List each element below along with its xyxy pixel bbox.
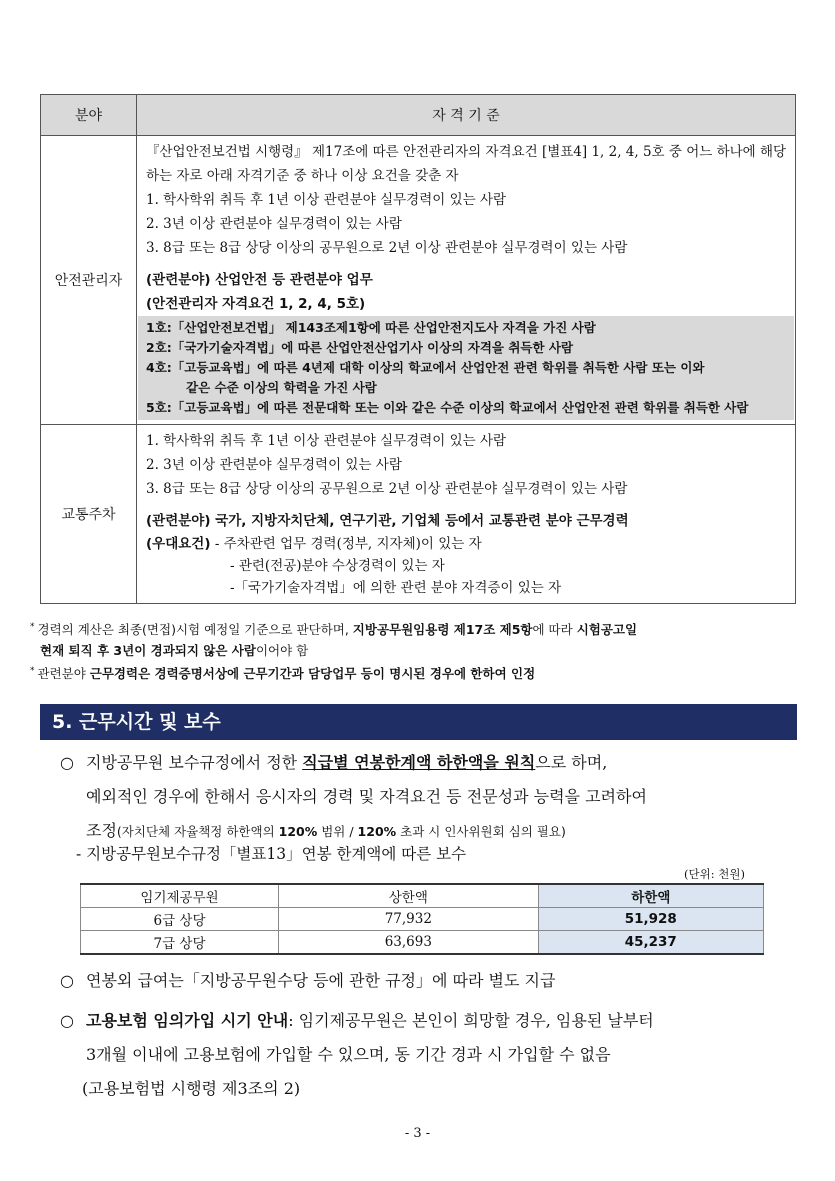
table-header-row (41, 95, 796, 136)
footnote-1 (30, 617, 805, 640)
preference-label: (우대요건) (146, 536, 211, 552)
safety-item-3: 3. 8급 또는 8급 상당 이상의 공무원으로 2년 이상 관련분야 실무경력이 있는 사람 (146, 240, 628, 256)
pay-rank: 7급 상당 (81, 931, 279, 955)
page-number: - 3 - (404, 1126, 431, 1141)
pay-table-header (81, 884, 764, 908)
footnote-1-law: 지방공무원임용령 제17조 제5항 (352, 622, 533, 638)
requirement-4: 4호:「고등교육법」에 따른 4년제 대학 이상의 학교에서 산업안전 관련 학위를 취득한 사람 또는 이와 (146, 360, 705, 375)
requirement-1: 1호:「산업안전보건법」 제143조제1항에 따른 산업안전지도사 자격을 가진 사람 (146, 320, 596, 335)
preference-2: - 관련(전공)분야 수상경력이 있는 자 (230, 558, 445, 574)
footnote-2-text: 관련분야 (37, 666, 90, 682)
footnote-1-cont (30, 640, 805, 661)
table-row (81, 908, 764, 931)
pay-text-2: 예외적인 경우에 한해서 응시자의 경력 및 자격요건 등 전문성과 능력을 고려하여 (86, 787, 647, 806)
section-heading: 5. 근무시간 및 보수 (40, 704, 797, 740)
traffic-preference (146, 533, 788, 555)
footnote-1-text-2: 에 따라 (532, 622, 577, 638)
footnote-1-date: 시험공고일 (576, 622, 638, 638)
insurance-title: 고용보험 임의가입 시기 안내 (86, 1011, 289, 1030)
footnote-mark: * (30, 622, 35, 632)
safety-field-label: 안전관리자 (41, 136, 137, 425)
header-field: 분야 (41, 95, 137, 136)
pay-upper: 63,693 (279, 931, 539, 955)
pay-lower: 51,928 (538, 908, 763, 931)
bullet-circle: ○ (60, 971, 74, 990)
table-row (81, 931, 764, 955)
pay-subheading: - 지방공무원보수규정「별표13」연봉 한계액에 따른 보수 (76, 845, 467, 863)
safety-criteria (137, 136, 796, 425)
traffic-item-1: 1. 학사학위 취득 후 1년 이상 관련분야 실무경력이 있는 사람 (146, 433, 507, 449)
adjust-word: 조정 (86, 821, 117, 840)
safety-requirement-title: (안전관리자 자격요건 1, 2, 4, 5호) (146, 296, 366, 312)
footnote-2 (30, 661, 805, 684)
footnote-1-end: 이어야 함 (255, 643, 309, 659)
footnote-2-bold: 근무경력은 경력증명서상에 근무기간과 담당업무 등이 명시된 경우에 한하여 인정 (89, 666, 536, 682)
pay-header-lower: 하한액 (538, 884, 763, 908)
pay-text-1: 지방공무원 보수규정에서 정한 (86, 753, 303, 772)
unit-label: (단위: 천원) (684, 867, 745, 881)
preference-1: - 주차관련 업무 경력(정부, 지자체)이 있는 자 (214, 536, 482, 552)
insurance-text-3: (고용보험법 시행령 제3조의 2) (82, 1079, 301, 1098)
preference-3: -「국가기술자격법」에 의한 관련 분야 자격증이 있는 자 (230, 580, 562, 596)
pay-principle: 직급별 연봉한계액 하한액을 원칙 (302, 753, 536, 772)
qualification-table (40, 94, 796, 604)
safety-intro: 『산업안전보건법 시행령』 제17조에 따른 안전관리자의 자격요건 [별표4] 1, 2, 4, 5호 중 어느 하나에 해당하는 자로 아래 자격기준 중 하나 이상 요건을 갖춘 자 (146, 144, 787, 184)
traffic-related-field: (관련분야) 국가, 지방자치단체, 연구기관, 기업체 등에서 교통관련 분야 근무경력 (146, 513, 629, 529)
footnotes (30, 617, 805, 684)
insurance-paragraph (60, 1004, 800, 1106)
pay-table (80, 883, 764, 955)
pay-lower: 45,237 (538, 931, 763, 955)
bullet-circle: ○ (60, 1011, 74, 1030)
safety-related-field: (관련분야) 산업안전 등 관련분야 업무 (146, 272, 373, 288)
header-criteria: 자 격 기 준 (137, 95, 796, 136)
adjust-note-1: (자치단체 자율책정 하한액의 (116, 824, 279, 839)
adjust-note-2: 범위 / (317, 824, 358, 839)
pay-paragraph (60, 746, 800, 849)
safety-row (41, 136, 796, 425)
footnote-1-text: 경력의 계산은 최종(면접)시험 예정일 기준으로 판단하며, (37, 622, 353, 638)
traffic-item-3: 3. 8급 또는 8급 상당 이상의 공무원으로 2년 이상 관련분야 실무경력이 있는 사람 (146, 481, 628, 497)
extra-pay-paragraph (60, 964, 800, 998)
adjust-percent-1: 120% (278, 824, 318, 839)
adjust-percent-2: 120% (357, 824, 397, 839)
bullet-circle: ○ (60, 753, 74, 772)
requirement-4-cont: 같은 수준 이상의 학력을 가진 사람 (186, 380, 377, 395)
safety-item-2: 2. 3년 이상 관련분야 실무경력이 있는 사람 (146, 216, 402, 232)
pay-upper: 77,932 (279, 908, 539, 931)
extra-pay-text: 연봉외 급여는「지방공무원수당 등에 관한 규정」에 따라 별도 지급 (86, 971, 556, 990)
safety-requirement-box (138, 316, 794, 420)
safety-item-1: 1. 학사학위 취득 후 1년 이상 관련분야 실무경력이 있는 사람 (146, 192, 507, 208)
adjust-note-3: 초과 시 인사위원회 심의 필요) (396, 824, 566, 839)
footnote-1-condition: 현재 퇴직 후 3년이 경과되지 않은 사람 (40, 643, 256, 659)
pay-rank: 6급 상당 (81, 908, 279, 931)
insurance-text-1: : 임기제공무원은 본인이 희망할 경우, 임용된 날부터 (288, 1011, 654, 1030)
insurance-text-2: 3개월 이내에 고용보험에 가입할 수 있으며, 동 기간 경과 시 가입할 수 없음 (86, 1045, 611, 1064)
requirement-2: 2호:「국가기술자격법」에 따른 산업안전산업기사 이상의 자격을 취득한 사람 (146, 340, 574, 355)
pay-header-rank: 임기제공무원 (81, 884, 279, 908)
traffic-criteria (137, 425, 796, 604)
requirement-5: 5호:「고등교육법」에 따른 전문대학 또는 이와 같은 수준 이상의 학교에서 산업안전 관련 학위를 취득한 사람 (146, 400, 749, 415)
pay-header-upper: 상한액 (279, 884, 539, 908)
traffic-field-label: 교통주차 (41, 425, 137, 604)
traffic-item-2: 2. 3년 이상 관련분야 실무경력이 있는 사람 (146, 457, 402, 473)
pay-text-1-end: 으로 하며, (535, 753, 608, 772)
footnote-mark-2: * (30, 666, 35, 677)
traffic-row (41, 425, 796, 604)
